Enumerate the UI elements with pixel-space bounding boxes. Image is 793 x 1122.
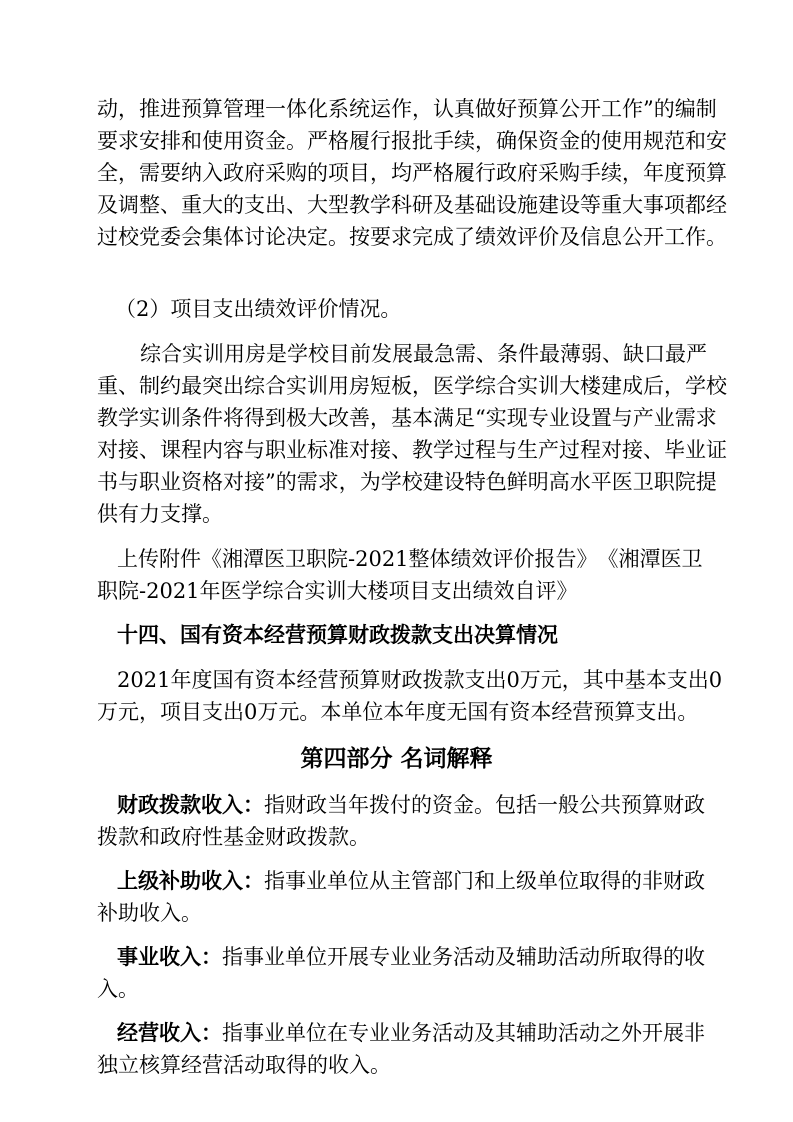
section-14-line-2: 万元，项目支出0万元。本单位本年度无国有资本经营预算支出。: [97, 700, 699, 724]
term-definition-line-1: [117, 789, 705, 821]
term-definition-line-1: [117, 1017, 705, 1049]
paragraph-2-line-6: 供有力支撑。: [97, 502, 223, 526]
paragraph-1-line-4: 及调整、重大的支出、大型教学科研及基础设施建设等重大事项都经: [97, 193, 727, 217]
term-name: 经营收入：: [117, 1021, 222, 1045]
part-4-title: 第四部分 名词解释: [300, 746, 493, 772]
paragraph-1-line-2: 要求安排和使用资金。严格履行报批手续，确保资金的使用规范和安: [97, 129, 727, 153]
attachments-line-1: 上传附件《湘潭医卫职院-2021整体绩效评价报告》 《湘潭医卫: [117, 547, 703, 571]
section-14-heading: 十四、国有资本经营预算财政拨款支出决算情况: [117, 623, 558, 647]
term-definition-line-2: 补助收入。: [97, 901, 202, 925]
term-definition: 指事业单位开展专业业务活动及辅助活动所取得的收: [222, 945, 705, 969]
term-definition-line-1: [117, 865, 705, 897]
term-name: 事业收入：: [117, 945, 222, 969]
term-definition-line-2: 独立核算经营活动取得的收入。: [97, 1053, 391, 1077]
paragraph-2-line-3: 教学实训条件将得到极大改善，基本满足“实现专业设置与产业需求: [97, 406, 717, 430]
attachments-line-2: 职院-2021年医学综合实训大楼项目支出绩效自评》: [97, 579, 578, 603]
subheading-project-evaluation: （2）项目支出绩效评价情况。: [115, 297, 402, 321]
paragraph-1-line-3: 全，需要纳入政府采购的项目，均严格履行政府采购手续，年度预算: [97, 161, 727, 185]
paragraph-1-line-1: 动，推进预算管理一体化系统运作，认真做好预算公开工作”的编制: [97, 97, 717, 121]
term-definition: 指财政当年拨付的资金。包括一般公共预算财政: [264, 793, 705, 817]
term-definition-line-2: 拨款和政府性基金财政拨款。: [97, 825, 370, 849]
term-name: 财政拨款收入：: [117, 793, 264, 817]
paragraph-2-line-5: 书与职业资格对接”的需求，为学校建设特色鲜明高水平医卫职院提: [97, 470, 717, 494]
paragraph-1-line-5: 过校党委会集体讨论决定。按要求完成了绩效评价及信息公开工作。: [97, 225, 727, 249]
paragraph-2-line-2: 重、制约最突出综合实训用房短板，医学综合实训大楼建成后，学校: [97, 374, 727, 398]
section-14-line-1: 2021年度国有资本经营预算财政拨款支出0万元，其中基本支出0: [117, 668, 723, 692]
paragraph-2-line-1: 综合实训用房是学校目前发展最急需、条件最薄弱、缺口最严: [140, 342, 707, 366]
term-name: 上级补助收入：: [117, 869, 264, 893]
term-definition-line-1: [117, 941, 705, 973]
paragraph-2-line-4: 对接、课程内容与职业标准对接、教学过程与生产过程对接、毕业证: [97, 438, 727, 462]
term-definition-line-2: 入。: [97, 977, 139, 1001]
term-definition: 指事业单位从主管部门和上级单位取得的非财政: [264, 869, 705, 893]
term-definition: 指事业单位在专业业务活动及其辅助活动之外开展非: [222, 1021, 705, 1045]
